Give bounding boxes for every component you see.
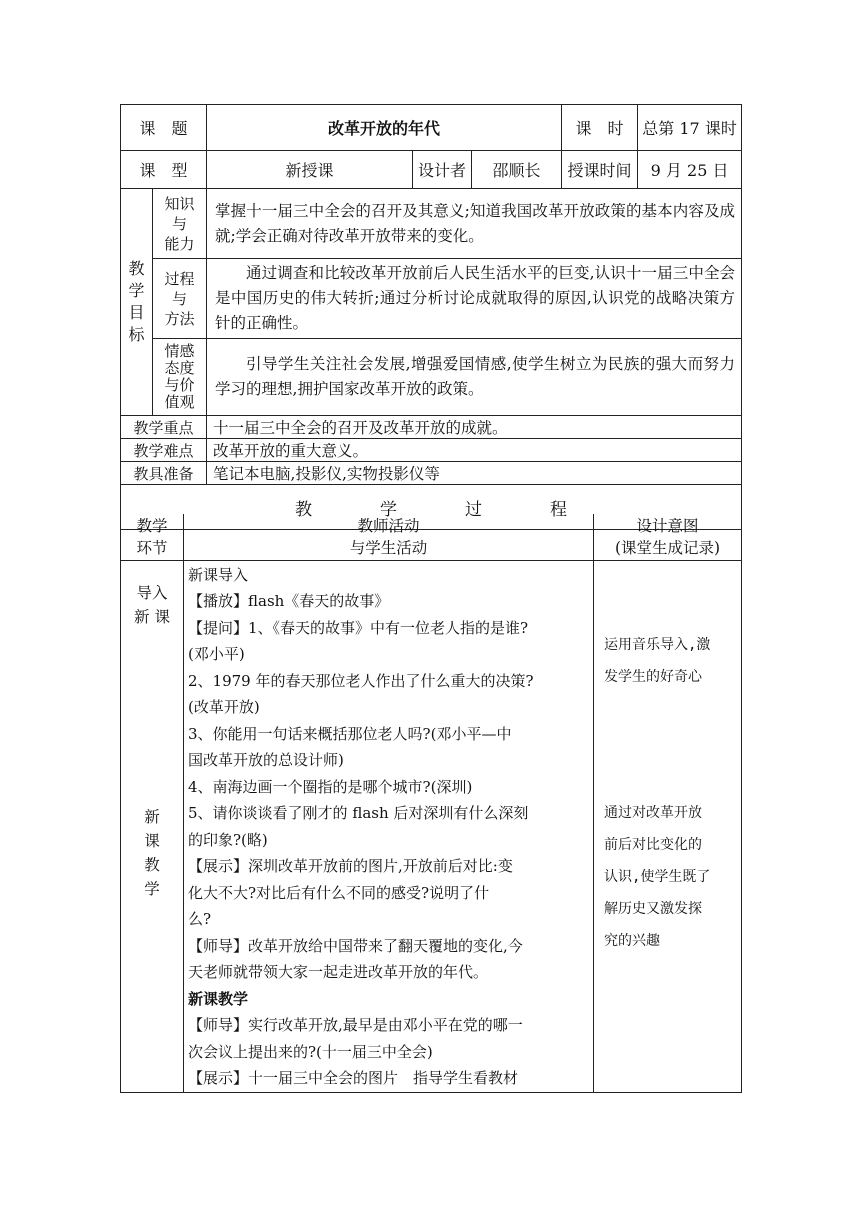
- activity-line: 化大不大?对比后有什么不同的感受?说明了什: [188, 883, 490, 902]
- col-header-intent: 设计意图 (课堂生成记录): [594, 514, 742, 560]
- section-heading-new-lesson: 新课教学: [188, 989, 249, 1008]
- activity-line: (改革开放): [188, 698, 260, 716]
- stage-cell: [121, 560, 184, 1092]
- intent-compare: 通过对改革开放 前后对比变化的 认识,使学生既了 解历史又激发探 究的兴趣: [604, 804, 711, 949]
- activity-line: 【播放】flash《春天的故事》: [188, 592, 390, 610]
- tools-text: 笔记本电脑,投影仪,实物投影仪等: [207, 462, 742, 485]
- activity-line: 【师导】实行改革开放,最早是由邓小平在党的哪一: [188, 1016, 523, 1034]
- goal-text-knowledge: 掌握十一届三中全会的召开及其意义;知道我国改革开放政策的基本内容及成就;学会正确对待改革开放带来的变化。: [207, 189, 742, 259]
- activity-line: 天老师就带领大家一起走进改革开放的年代。: [188, 963, 489, 981]
- goal-text-emotion: 引导学生关注社会发展,增强爱国情感,使学生树立为民族的强大而努力学习的理想,拥护国家改革开放的政策。: [207, 339, 742, 416]
- intent-cell: [594, 560, 742, 1092]
- col-header-activity: 教师活动 与学生活动: [184, 514, 594, 560]
- activity-line: 【展示】十一届三中全会的图片 指导学生看教材: [188, 1069, 519, 1087]
- teaching-process-table: [120, 514, 742, 1093]
- goal-sub-process: 过程 与 方法: [153, 259, 207, 339]
- difficulty-text: 改革开放的重大意义。: [207, 439, 742, 462]
- activity-line: 5、请你谈谈看了刚才的 flash 后对深圳有什么深刻: [188, 804, 529, 822]
- type-value: 新授课: [207, 151, 413, 189]
- activity-line: 【师导】改革开放给中国带来了翻天覆地的变化,今: [188, 936, 523, 955]
- activity-line: 【展示】深圳改革开放前的图片,开放前后对比:变: [188, 857, 513, 875]
- stage-intro: 导入 新 课: [134, 583, 170, 626]
- activity-line: 【提问】1、《春天的故事》中有一位老人指的是谁?: [188, 618, 529, 637]
- goal-sub-emotion: 情感 态度 与价 值观: [153, 339, 207, 416]
- goal-text-process: 通过调查和比较改革开放前后人民生活水平的巨变,认识十一届三中全会是中国历史的伟大转折;通过分析讨论成就取得的原因,认识党的战略决策方针的正确性。: [207, 259, 742, 339]
- activity-line: 的印象?(略): [188, 830, 268, 849]
- activity-line: 4、南海边画一个圈指的是哪个城市?(深圳): [188, 777, 473, 796]
- topic-label: 课 题: [121, 105, 207, 151]
- topic-value: 改革开放的年代: [207, 105, 562, 151]
- lesson-plan-header-table: [120, 104, 742, 530]
- period-value: 总第 17 课时: [638, 105, 742, 151]
- goals-label: 教 学 目 标: [121, 189, 153, 416]
- activity-line: 3、你能用一句话来概括那位老人吗?(邓小平—中: [188, 724, 512, 743]
- activity-line: 次会议上提出来的?(十一届三中全会): [188, 1042, 433, 1061]
- difficulty-label: 教学难点: [121, 439, 207, 462]
- process-title: 教 学 过 程: [121, 485, 742, 530]
- col-header-stage: 教学 环节: [121, 514, 184, 560]
- intent-music: 运用音乐导入,激 发学生的好奇心: [604, 636, 711, 685]
- type-label: 课 型: [121, 151, 207, 189]
- key-point-label: 教学重点: [121, 416, 207, 439]
- designer-value: 邵顺长: [472, 151, 562, 189]
- date-value: 9 月 25 日: [638, 151, 742, 189]
- activity-cell: [184, 560, 594, 1092]
- stage-new-lesson: 新 课 教 学: [144, 807, 160, 898]
- period-label: 课 时: [562, 105, 638, 151]
- tools-label: 教具准备: [121, 462, 207, 485]
- activity-line: 新课导入: [188, 565, 249, 584]
- activity-line: 么?: [188, 910, 212, 928]
- activity-line: 2、1979 年的春天那位老人作出了什么重大的决策?: [188, 671, 534, 690]
- designer-label: 设计者: [413, 151, 472, 189]
- date-label: 授课时间: [562, 151, 638, 189]
- activity-line: 国改革开放的总设计师): [188, 751, 344, 769]
- key-point-text: 十一届三中全会的召开及改革开放的成就。: [207, 416, 742, 439]
- goal-sub-knowledge: 知识 与 能力: [153, 189, 207, 259]
- activity-line: (邓小平): [188, 645, 245, 663]
